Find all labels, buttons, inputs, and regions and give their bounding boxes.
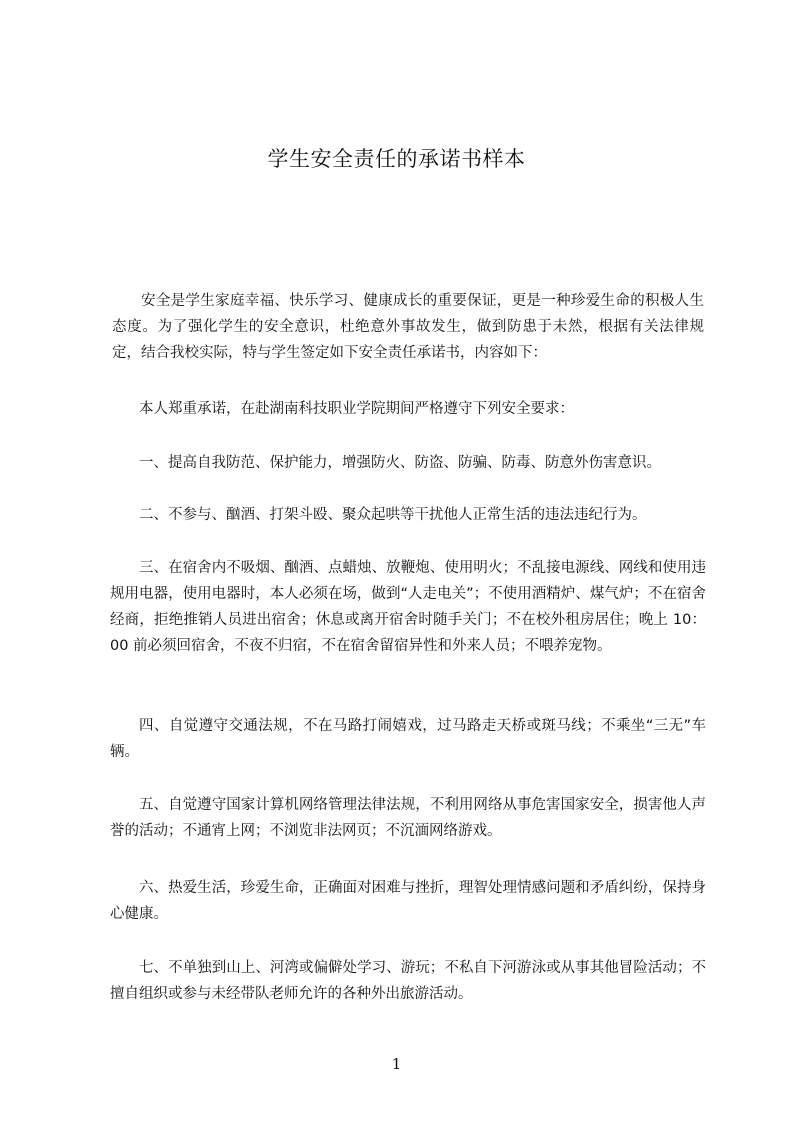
paragraph-intro: 安全是学生家庭幸福、快乐学习、健康成长的重要保证，更是一种珍爱生命的积极人生态度。为了强化学生的安全意识，杜绝意外事故发生，做到防患于未然，根据有关法律规定，结合我校实际，特与学生签定如下安全责任承诺书，内容如下： [112, 293, 704, 361]
paragraph-rule-4: 四、自觉遵守交通法规，不在马路打闹嬉戏，过马路走天桥或斑马线；不乘坐“三无”车辆。 [110, 718, 706, 760]
paragraph-rule-3: 三、在宿舍内不吸烟、酗酒、点蜡烛、放鞭炮、使用明火；不乱接电源线、网线和使用违规用电器，使用电器时，本人必须在场，做到“人走电关”；不使用酒精炉、煤气炉；不在宿舍经商，拒绝推销人员进出宿舍；休息或离开宿舍时随手关门；不在校外租房居住；晚上 10：00 前必须回宿舍，不夜不归宿，不在宿舍留宿异性和外来人员；不喂养宠物。 [110, 560, 706, 654]
paragraph-rule-7: 七、不单独到山上、河湾或偏僻处学习、游玩；不私自下河游泳或从事其他冒险活动；不擅自组织或参与未经带队老师允许的各种外出旅游活动。 [110, 960, 706, 1002]
document-title: 学生安全责任的承诺书样本 [267, 147, 526, 171]
page-number: 1 [391, 1055, 402, 1073]
paragraph-pledge: 本人郑重承诺，在赴湖南科技职业学院期间严格遵守下列安全要求： [139, 401, 574, 417]
paragraph-rule-2: 二、不参与、酗酒、打架斗殴、聚众起哄等干扰他人正常生活的违法违纪行为。 [139, 507, 647, 523]
paragraph-rule-1: 一、提高自我防范、保护能力，增强防火、防盗、防骗、防毒、防意外伤害意识。 [139, 455, 661, 471]
paragraph-rule-5: 五、自觉遵守国家计算机网络管理法律法规，不利用网络从事危害国家安全，损害他人声誉的活动；不通宵上网；不浏览非法网页；不沉湎网络游戏。 [110, 797, 706, 839]
paragraph-rule-6: 六、热爱生活，珍爱生命，正确面对困难与挫折，理智处理情感问题和矛盾纠纷，保持身心健康。 [110, 880, 706, 922]
